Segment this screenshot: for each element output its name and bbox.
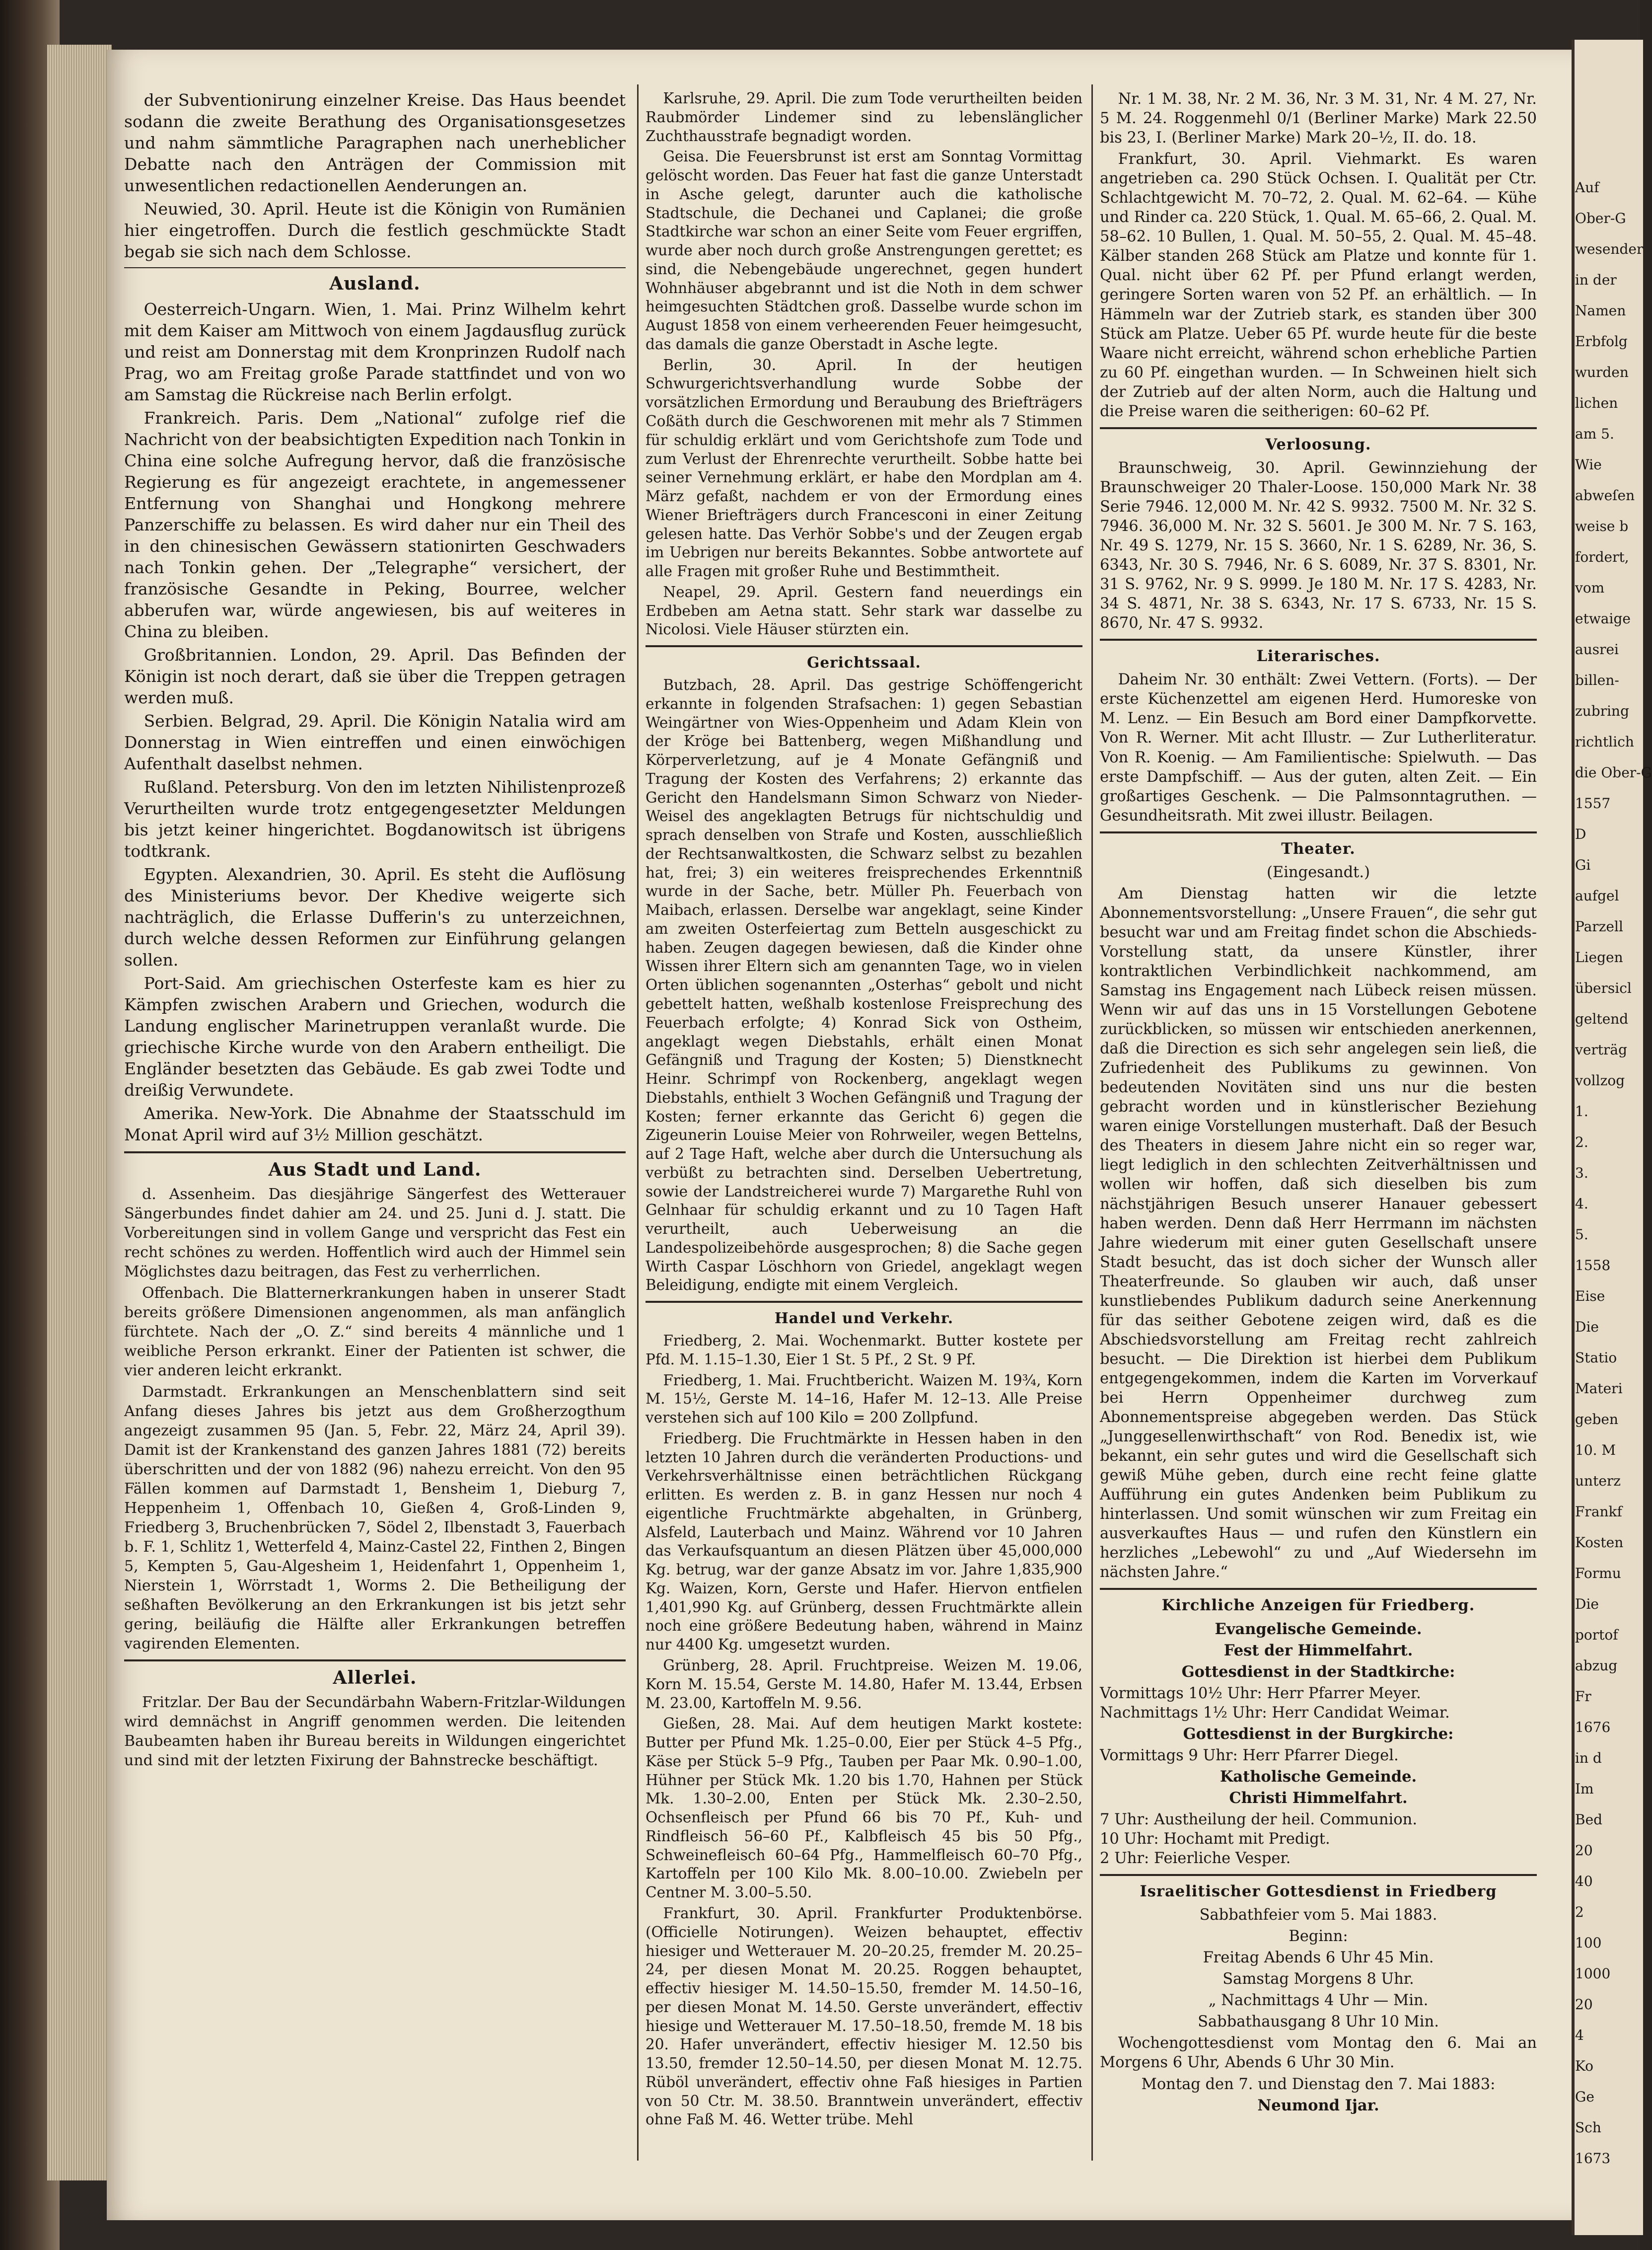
edge-fragment: 1676 xyxy=(1575,1719,1611,1735)
divider xyxy=(646,645,1082,647)
paragraph: Serbien. Belgrad, 29. April. Die Königin Natalia wird am Donnerstag in Wien eintreffen und einen einwöchigen Aufenthalt daselbst nehmen. xyxy=(124,711,626,773)
edge-fragment: in der xyxy=(1575,272,1617,288)
paragraph: Grünberg, 28. April. Fruchtpreise. Weizen M. 19.06, Korn M. 15.54, Gerste M. 14.80, Hafer M. 13.44, Erbsen M. 23.00, Kartoffeln M. 9.56. xyxy=(646,1657,1082,1712)
theater-subtitle: (Eingesandt.) xyxy=(1267,863,1370,881)
edge-fragment: vollzog xyxy=(1575,1072,1625,1089)
edge-fragment: 20 xyxy=(1575,1996,1593,2013)
service-line: Sabbathausgang 8 Uhr 10 Min. xyxy=(1198,2013,1439,2031)
edge-fragment: wurden xyxy=(1575,364,1629,380)
divider xyxy=(1100,639,1537,641)
edge-fragment: 2. xyxy=(1575,1134,1588,1150)
edge-fragment: 3. xyxy=(1575,1165,1588,1181)
edge-fragment: Kosten xyxy=(1575,1534,1624,1551)
paragraph: Friedberg, 2. Mai. Wochenmarkt. Butter kostete per Pfd. M. 1.15–1.30, Eier 1 St. 5 Pf., 2 St. 9 Pf. xyxy=(646,1332,1082,1368)
paragraph: d. Assenheim. Das diesjährige Sängerfest des Wetterauer Sängerbundes findet dahier am 24. und 25. Juni d. J. statt. Die Vorbereitungen sind in vollem Gange und verspricht das Fest ein recht schönes zu werden. Hoffentlich wird auch der Himmel sein Möglichstes dazu beitragen, das Fest zu verherrlichen. xyxy=(124,1186,626,1280)
edge-fragment: Statio xyxy=(1575,1350,1617,1366)
edge-fragment: in d xyxy=(1575,1750,1602,1766)
edge-fragment: Eise xyxy=(1575,1288,1605,1304)
edge-fragment: Ge xyxy=(1575,2089,1594,2105)
section-heading-ausland: Ausland. xyxy=(329,273,421,294)
column-divider xyxy=(637,84,639,2161)
edge-fragment: Im xyxy=(1575,1781,1594,1797)
section-heading-stadt-und-land: Aus Stadt und Land. xyxy=(268,1159,482,1180)
paragraph: Neapel, 29. April. Gestern fand neuerdings ein Erdbeben am Aetna statt. Sehr stark war dasselbe zu Nicolosi. Viele Häuser stürzten ein. xyxy=(646,583,1082,638)
section-heading-literarisches: Literarisches. xyxy=(1256,647,1380,666)
edge-fragment: Die xyxy=(1575,1319,1599,1335)
paragraph: Frankfurt, 30. April. Viehmarkt. Es waren angetrieben ca. 290 Stück Ochsen. I. Qualität per Ctr. Schlachtgewicht M. 70–72, 2. Qual. M. 62–64. — Kühe und Rinder ca. 220 Stück, 1. Qual. M. 65–66, 2. Qual. M. 58–62. 10 Bullen, 1. Qual. M. 50–55, 2. Qual. M. 45–48. Kälber standen 268 Stück am Platze und konnte für 1. Qual. nicht über 62 Pf. per Pfund erlangt werden, geringere Sorten waren von 52 Pf. an erhältlich. — In Hämmeln war der Zutrieb stark, es standen über 300 Stück am Platze. Ueber 65 Pf. wurde heute für die beste Waare nicht erreicht, während schon erhebliche Partien zu 60 Pf. eingethan wurden. — In Schweinen hielt sich der Zutrieb auf der alten Norm, auch die Haltung und die Preise waren die seitherigen: 60–62 Pf. xyxy=(1100,150,1537,420)
divider xyxy=(1100,1588,1537,1590)
edge-fragment: Frankf xyxy=(1575,1503,1622,1520)
section-heading-theater: Theater. xyxy=(1281,839,1356,858)
paragraph: Frankfurt, 30. April. Frankfurter Produktenbörse. (Officielle Notirungen). Weizen behauptet, effectiv hiesiger und Wetterauer M. 20–20.25, fremder M. 20.25–24, per diesen Monat M. 20.25. Roggen behauptet, effectiv hiesiger M. 14.50–15.50, fremder M. 14.50–16, per diesen Monat M. 14.50. Gerste unverändert, effectiv hiesige und Wetterauer M. 17.50–18.50, fremde M. 18 bis 20. Hafer unverändert, effectiv hiesiger M. 12.50 bis 13.50, fremder 12.50–14.50, per diesen Monat M. 12.75. Rüböl unverändert, effectiv ohne Faß hiesiges in Partien von 50 Ctr. M. 38.50. Branntwein unverändert, effectiv ohne Faß M. 46. Wetter trübe. Mehl xyxy=(646,1904,1082,2128)
service-line: 7 Uhr: Austheilung der heil. Communion. xyxy=(1100,1810,1418,1828)
column-2 xyxy=(646,89,1082,2131)
paragraph: Daheim Nr. 30 enthält: Zwei Vettern. (Forts). — Der erste Küchenzettel am eigenen Herd. Humoreske von M. Lenz. — Ein Besuch am Bord einer Dampfkorvette. Von R. Werner. Mit acht Illustr. — Zur Lutherliteratur. Von R. Koenig. — Am Familientische: Spielwuth. — Das erste Dampfschiff. — Aus der guten, alten Zeit. — Ein großartiges Geschenk. — Die Palmsonntagruthen. — Gesundheitsrath. Mit zwei illustr. Beilagen. xyxy=(1100,671,1537,825)
edge-fragment: wesender xyxy=(1575,241,1644,257)
edge-fragment: Bed xyxy=(1575,1811,1603,1828)
paragraph: Port-Said. Am griechischen Osterfeste kam es hier zu Kämpfen zwischen Arabern und Griechen, wodurch die Landung englischer Marinetruppen veranlaßt wurde. Die griechische Kirche wurde von den Arabern entheiligt. Die Engländer besetzten das Gebäude. Es gab zwei Todte und dreißig Verwundete. xyxy=(124,974,626,1100)
edge-fragment: 4. xyxy=(1575,1196,1588,1212)
paragraph: der Subventionirung einzelner Kreise. Das Haus beendet sodann die zweite Berathung des Organisationsgesetzes und nahm sämmtliche Paragraphen nach unerheblicher Debatte nach den Anträgen der Commission mit unwesentlichen redactionellen Aenderungen an. xyxy=(124,90,626,195)
paragraph: Großbritannien. London, 29. April. Das Befinden der Königin ist noch derart, daß sie über die Treppen getragen werden muß. xyxy=(124,645,626,707)
edge-fragment: abweſen xyxy=(1575,487,1635,504)
edge-fragment: weise b xyxy=(1575,518,1629,534)
edge-fragment: Fr xyxy=(1575,1688,1591,1705)
edge-fragment: vom xyxy=(1575,580,1605,596)
section-heading-verloosung: Verloosung. xyxy=(1265,435,1371,453)
divider xyxy=(124,267,626,268)
column-1 xyxy=(124,89,626,1772)
service-line: Freitag Abends 6 Uhr 45 Min. xyxy=(1203,1949,1434,1967)
edge-fragment: unterz xyxy=(1575,1473,1621,1489)
divider xyxy=(1100,831,1537,833)
divider xyxy=(124,1151,626,1153)
service-line: Nachmittags 1½ Uhr: Herr Candidat Weimar. xyxy=(1100,1704,1450,1722)
edge-fragment: Sch xyxy=(1575,2119,1601,2136)
section-heading-gerichtssaal: Gerichtssaal. xyxy=(807,654,921,672)
paragraph: Braunschweig, 30. April. Gewinnziehung der Braunschweiger 20 Thaler-Loose. 150,000 Mark Nr. 38 Serie 7946. 12,000 M. Nr. 42 S. 9932. 7500 M. Nr. 32 S. 7946. 36,000 M. Nr. 32 S. 5601. Je 300 M. Nr. 7 S. 163, Nr. 49 S. 1279, Nr. 15 S. 3660, Nr. 1 S. 6289, Nr. 36, S. 6343, Nr. 30 S. 7946, Nr. 6 S. 6089, Nr. 37 S. 8301, Nr. 31 S. 9762, Nr. 9 S. 9999. Je 180 M. Nr. 17 S. 4283, Nr. 34 S. 4871, Nr. 38 S. 6343, Nr. 17 S. 6733, Nr. 15 S. 8670, Nr. 47 S. 9932. xyxy=(1100,459,1537,632)
edge-fragment: verträg xyxy=(1575,1042,1628,1058)
page-stack-edge xyxy=(47,45,112,2180)
edge-fragment: Namen xyxy=(1575,302,1626,319)
edge-fragment: Ober-G xyxy=(1575,210,1626,226)
church-heading: Gottesdienst in der Stadtkirche: xyxy=(1181,1662,1455,1681)
paragraph: Friedberg. Die Fruchtmärkte in Hessen haben in den letzten 10 Jahren durch die veränderten Productions- und Verkehrsverhältnisse einen beträchtlichen Rückgang erlitten. Es werden z. B. in ganz Hessen nur noch 4 eigentliche Fruchtmärkte abgehalten, in Grünberg, Alsfeld, Lauterbach und Mainz. Während vor 10 Jahren das Verkaufsquantum an diesen Plätzen über 45,000,000 Kg. betrug, war der ganze Absatz im vor. Jahre 1,835,900 Kg. Waizen, Korn, Gerste und Hafer. Hiervon entfielen 1,401,990 Kg. auf Grünberg, dessen Fruchtmärkte allein noch eine größere Bedeutung haben, während in Mainz nur 4400 Kg. umgesetzt wurden. xyxy=(646,1429,1082,1653)
edge-fragment: 1673 xyxy=(1575,2150,1611,2167)
service-line: Montag den 7. und Dienstag den 7. Mai 1883: xyxy=(1141,2075,1496,2093)
edge-fragment: 20 xyxy=(1575,1842,1593,1859)
edge-fragment: übersicl xyxy=(1575,980,1632,996)
section-heading-allerlei: Allerlei. xyxy=(333,1667,417,1688)
paragraph: Oesterreich-Ungarn. Wien, 1. Mai. Prinz Wilhelm kehrt mit dem Kaiser am Mittwoch von einem Jagdausflug zurück und reist am Donnerstag mit dem Kronprinzen Rudolf nach Prag, wo am Freitag große Parade stattfindet und von wo am Samstag die Rückreise nach Berlin erfolgt. xyxy=(124,300,626,404)
edge-fragment: geben xyxy=(1575,1411,1619,1427)
paragraph: Neuwied, 30. April. Heute ist die Königin von Rumänien hier eingetroffen. Durch die festlich geschmückte Stadt begab sie sich nach dem Schlosse. xyxy=(124,199,626,261)
service-line: 10 Uhr: Hochamt mit Predigt. xyxy=(1100,1830,1330,1848)
paragraph: Fritzlar. Der Bau der Secundärbahn Wabern-Fritzlar-Wildungen wird demnächst in Angriff genommen werden. Die leitenden Baubeamten haben ihr Bureau bereits in Wildungen eingerichtet und sind mit der letzten Fixirung der Bahnstrecke beschäftigt. xyxy=(124,1694,626,1769)
service-line: Sabbathfeier vom 5. Mai 1883. xyxy=(1199,1906,1437,1924)
church-notices-title: Kirchliche Anzeigen für Friedberg. xyxy=(1161,1596,1475,1615)
edge-fragment: Auf xyxy=(1575,179,1599,196)
church-heading: Katholische Gemeinde. xyxy=(1220,1767,1417,1786)
edge-fragment: D xyxy=(1575,826,1586,842)
paragraph: Geisa. Die Feuersbrunst ist erst am Sonntag Vormittag gelöscht worden. Das Feuer hat fast die ganze Unterstadt in Asche gelegt, darunter auch die katholische Stadtschule, die Dechanei und Caplanei; die große Stadtkirche war schon an einer Seite vom Feuer ergriffen, wurde aber noch durch große Anstrengungen gerettet; es sind, die Nebengebäude ungerechnet, gegen hundert Wohnhäuser abgebrannt und ist die Noth in dem schwer heimgesuchten Städtchen groß. Dasselbe wurde schon im August 1858 von einem verheerenden Feuer heimgesucht, das damals die ganze Oberstadt in Asche legte. xyxy=(646,148,1082,353)
service-line: Vormittags 9 Uhr: Herr Pfarrer Diegel. xyxy=(1100,1746,1399,1764)
edge-fragment: 5. xyxy=(1575,1226,1588,1243)
paragraph: Gießen, 28. Mai. Auf dem heutigen Markt kostete: Butter per Pfund Mk. 1.25–0.00, Eier per Stück 4–5 Pfg., Käse per Stück 5–9 Pfg., Tauben per Paar Mk. 0.90–1.00, Hühner per Stück Mk. 1.20 bis 1.70, Hahnen per Stück Mk. 1.30–2.00, Enten per Stück Mk. 2.30–2.50, Ochsenfleisch per Pfund 66 bis 70 Pf., Kuh- und Rindfleisch 56–60 Pf., Kalbfleisch 45 bis 50 Pfg., Schweinefleisch 60–64 Pfg., Hammelfleisch 60–70 Pfg., Kartoffeln per 100 Kilo Mk. 8.00–10.00. Zwiebeln per Centner M. 3.00–5.50. xyxy=(646,1715,1082,1901)
edge-fragment: ausrei xyxy=(1575,641,1619,658)
edge-fragment: Die xyxy=(1575,1596,1599,1612)
paragraph: Karlsruhe, 29. April. Die zum Tode verurtheilten beiden Raubmörder Lindemer sind zu lebenslänglicher Zuchthausstrafe begnadigt worden. xyxy=(646,90,1082,145)
edge-fragment: 40 xyxy=(1575,1873,1593,1889)
edge-fragment: Formu xyxy=(1575,1565,1621,1581)
edge-fragment: zubring xyxy=(1575,703,1630,719)
edge-fragment: 10. M xyxy=(1575,1442,1616,1458)
service-line: Beginn: xyxy=(1289,1928,1348,1946)
church-heading: Fest der Himmelfahrt. xyxy=(1223,1641,1413,1659)
edge-fragment: aufgel xyxy=(1575,888,1619,904)
edge-fragment: Erbfolg xyxy=(1575,333,1628,350)
church-heading: Christi Himmelfahrt. xyxy=(1229,1789,1408,1807)
edge-fragment: 100 xyxy=(1575,1935,1602,1951)
divider xyxy=(1100,427,1537,429)
section-heading-handel: Handel und Verkehr. xyxy=(774,1309,954,1327)
paragraph: Rußland. Petersburg. Von den im letzten Nihilistenprozeß Verurtheilten wurde trotz entgegengesetzter Meldungen bis jetzt keiner hingerichtet. Bogdanowitsch ist übrigens todtkrank. xyxy=(124,777,626,861)
divider xyxy=(124,1659,626,1661)
edge-fragment: 4 xyxy=(1575,2027,1584,2043)
edge-fragment: Ko xyxy=(1575,2058,1594,2074)
paragraph: Offenbach. Die Blatternerkrankungen haben in unserer Stadt bereits größere Dimensionen angenommen, als man anfänglich fürchtete. Nach der „O. Z.“ sind bereits 4 männliche und 1 weibliche Person erkrankt. Einer der Patienten ist schwer, die vier anderen leicht erkrankt. xyxy=(124,1284,626,1379)
paragraph: Am Dienstag hatten wir die letzte Abonnementsvorstellung: „Unsere Frauen“, die sehr gut besucht war und am Freitag findet schon die Abschieds-Vorstellung statt, da unsere Künstler, ihrer kontraktlichen Verbindlichkeit nachkommend, am Samstag ins Engagement nach Lübeck reisen müssen. Wenn wir auf das uns in 15 Vorstellungen Gebotene zurückblicken, so müssen wir entschieden anerkennen, daß die Direction es sich sehr angelegen sein ließ, die Zufriedenheit des Publikums zu gewinnen. Von bedeutenden Novitäten sind uns nur die besten gebracht worden und in künstlerischer Beziehung waren einige Vorstellungen musterhaft. Daß der Besuch des Theaters in diesem Jahre nicht ein so reger war, liegt lediglich in den schlechten Zeitverhältnissen und wollen wir hoffen, daß sich dieselben bis zum nächstjährigen Besuch unserer Hanauer gebessert haben werden. Denn daß Herr Herrmann im nächsten Jahre wiederum mit einer guten Gesellschaft unsere Stadt besucht, das ist doch sicher der Wunsch aller Theaterfreunde. So glauben wir auch, daß unser kunstliebendes Publikum dadurch seine Anerkennung für das seither Gebotene zeigen wird, daß es die Abschiedsvorstellung am Freitag recht zahlreich besucht. — Die Direktion ist hierbei dem Publikum entgegengekommen, indem die Karten im Vorverkauf bei Herrn Oppenheimer durchweg zum Abonnementspreise abgegeben werden. Das Stück „Junggesellenwirthschaft“ von Rod. Benedix ist, wie bekannt, ein sehr gutes und wird die Gesellschaft sich gewiß Mühe geben, durch eine recht feine glatte Aufführung ein gutes Andenken beim Publikum zu hinterlassen. Und somit wünschen wir zum Freitag ein ausverkauftes Haus — und rufen den Künstlern ein herzliches „Lebewohl“ zu und „Auf Wiedersehn im nächsten Jahre.“ xyxy=(1100,885,1537,1581)
edge-fragment: lichen xyxy=(1575,395,1618,411)
edge-fragment: geltend xyxy=(1575,1011,1629,1027)
edge-fragment: Gi xyxy=(1575,857,1591,873)
divider xyxy=(1100,1874,1537,1876)
paragraph: Amerika. New-York. Die Abnahme der Staatsschuld im Monat April wird auf 3½ Million geschätzt. xyxy=(124,1104,626,1144)
edge-fragment: 2 xyxy=(1575,1904,1584,1920)
service-line: Wochengottesdienst vom Montag den 6. Mai an Morgens 6 Uhr, Abends 6 Uhr 30 Min. xyxy=(1100,2034,1537,2072)
paragraph: Butzbach, 28. April. Das gestrige Schöffengericht erkannte in folgenden Strafsachen: 1) gegen Sebastian Weingärtner von Wies-Oppenheim und Adam Klein von der Kröge bei Battenberg, wegen Mißhandlung und Körperverletzung, auf je 4 Monate Gefängniß und Tragung der Kosten des Verfahrens; 2) erkannte das Gericht den Handelsmann Simon Schwarz von Nieder-Weisel des angeklagten Betrugs für nichtschuldig und sprach denselben von Strafe und Kosten, ausschließlich der Rechtsanwaltkosten, die Schwarz selbst zu bezahlen hat, frei; 3) ein weiteres freisprechendes Erkenntniß wurde in der Sache, betr. Müller Ph. Feuerbach von Maibach, erlassen. Derselbe war angeklagt, seine Kinder am zweiten Osterfeiertag zum Betteln ausgeschickt zu haben. Zeugen dagegen bewiesen, daß die Kinder ohne Wissen ihrer Eltern sich am genannten Tage, wo in vielen Orten üblichen sogenannten „Osterhas“ gebolt und nicht gebettelt hatten, weßhalb kostenlose Freisprechung des Feuerbach erfolgte; 4) Konrad Sick von Ostheim, angeklagt wegen Diebstahls, erhält einen Monat Gefängniß und Tragung der Kosten; 5) Dienstknecht Heinr. Schrimpf von Rockenberg, angeklagt wegen Diebstahls, enthielt 3 Wochen Gefängniß und Tragung der Kosten; ferner erkannte das Gericht 6) gegen die Zigeunerin Louise Meier von Rohrweiler, wegen Bettelns, auf 2 Tage Haft, welche aber durch die Untersuchung als verbüßt zu betrachten sind. Derselben Uebertretung, sowie der Landstreicherei wurde 7) Margarethe Ruhl von Gelnhaar für schuldig erkannt und zu 10 Tagen Haft verurtheilt, auch Ueberweisung an die Landespolizeibehörde ausgesprochen; 8) die Sache gegen Wirth Caspar Löschhorn von Griedel, angeklagt wegen Beleidigung, endigte mit einem Vergleich. xyxy=(646,676,1082,1294)
paragraph: Egypten. Alexandrien, 30. April. Es steht die Auflösung des Ministeriums bevor. Der Khedive weigerte sich nachträglich, die Erlasse Dufferin's zu unterzeichnen, durch welche dessen Reformen zur Einführung gelangen sollen. xyxy=(124,865,626,970)
edge-fragment: 1000 xyxy=(1575,1965,1611,1982)
edge-fragment: fordert, xyxy=(1575,549,1629,565)
edge-fragment: Wie xyxy=(1575,456,1602,473)
edge-fragment: die Ober-G xyxy=(1575,764,1652,781)
paragraph: Frankreich. Paris. Dem „National“ zufolge rief die Nachricht von der beabsichtigten Expedition nach Tonkin in China eine solche Aufregung hervor, daß die französische Regierung es für angezeigt erachtete, in angemessener Entfernung von Shanghai und Hongkong mehrere Panzerschiffe zu belassen. Es wird daher nur ein Theil des in den chinesischen Gewässern stationirten Geschwaders nach Tonkin gehen. Der „Telegraphe“ versichert, der französische Gesandte in Peking, Bourree, welcher abberufen war, würde angewiesen, bis auf weiteres in China zu bleiben. xyxy=(124,408,626,641)
edge-fragment: 1. xyxy=(1575,1103,1588,1120)
column-3 xyxy=(1100,89,1537,2117)
edge-fragment: abzug xyxy=(1575,1657,1618,1674)
service-line: Vormittags 10½ Uhr: Herr Pfarrer Meyer. xyxy=(1100,1684,1421,1702)
divider xyxy=(646,1301,1082,1303)
service-line: Samstag Morgens 8 Uhr. xyxy=(1222,1970,1414,1988)
church-heading: Evangelische Gemeinde. xyxy=(1215,1620,1422,1638)
paragraph: Nr. 1 M. 38, Nr. 2 M. 36, Nr. 3 M. 31, Nr. 4 M. 27, Nr. 5 M. 24. Roggenmehl 0/1 (Berliner Marke) Mark 22.50 bis 23, I. (Berliner Marke) Mark 20–½, II. do. 18. xyxy=(1100,90,1537,147)
edge-fragment: Liegen xyxy=(1575,949,1623,966)
edge-fragment: Materi xyxy=(1575,1380,1623,1397)
edge-fragment: 1558 xyxy=(1575,1257,1611,1274)
column-divider xyxy=(1091,84,1093,2161)
edge-fragment: billen- xyxy=(1575,672,1619,688)
service-line: 2 Uhr: Feierliche Vesper. xyxy=(1100,1850,1291,1868)
church-heading: Gottesdienst in der Burgkirche: xyxy=(1183,1725,1454,1743)
service-line: „ Nachmittags 4 Uhr — Min. xyxy=(1208,1992,1429,2010)
edge-fragment: richtlich xyxy=(1575,734,1634,750)
edge-fragment: etwaige xyxy=(1575,610,1631,627)
paragraph: Darmstadt. Erkrankungen an Menschenblattern sind seit Anfang dieses Jahres bis jetzt aus dem Großherzogthum angezeigt zusammen 95 (Jan. 5, Febr. 22, März 24, April 39). Damit ist der Krankenstand des ganzen Jahres 1881 (72) bereits überschritten und der von 1882 (96) nahezu erreicht. Von den 95 Fällen kommen auf Darmstadt 1, Bensheim 1, Dieburg 7, Heppenheim 1, Offenbach 10, Gießen 4, Groß-Linden 9, Friedberg 3, Bruchenbrücken 7, Södel 2, Ilbenstadt 3, Fauerbach b. F. 1, Schlitz 1, Wetterfeld 4, Mainz-Castel 22, Finthen 2, Bingen 5, Kempten 5, Gau-Algesheim 1, Heidenfahrt 1, Oppenheim 1, Nierstein 1, Wörrstadt 1, Worms 2. Die Betheiligung der seßhaften Bevölkerung an den Erkrankungen ist bis jetzt sehr gering, beiläufig die Hälfte aller Erkrankungen betreffen vagirenden Elementen. xyxy=(124,1383,626,1652)
service-line: Neumond Ijar. xyxy=(1257,2096,1379,2114)
edge-fragment: am 5. xyxy=(1575,426,1614,442)
edge-fragment: portof xyxy=(1575,1627,1618,1643)
paragraph: Friedberg, 1. Mai. Fruchtbericht. Waizen M. 19¾, Korn M. 15½, Gerste M. 14–16, Hafer M. 12–13. Alle Preise verstehen sich auf 100 Kilo = 200 Zollpfund. xyxy=(646,1371,1082,1426)
israelite-service-title: Israelitischer Gottesdienst in Friedberg xyxy=(1140,1882,1497,1901)
edge-fragment: Parzell xyxy=(1575,918,1623,935)
paragraph: Berlin, 30. April. In der heutigen Schwurgerichtsverhandlung wurde Sobbe der vorsätzlichen Ermordung und Beraubung des Briefträgers Coßäth durch die Geschworenen mit mehr als 7 Stimmen für schuldig erklärt und vom Gerichtshofe zum Tode und zum Verlust der Ehrenrechte verurtheilt. Sobbe hatte bei seiner Vernehmung erklärt, er habe den Mordplan am 4. März gefaßt, nachdem er von der Ermordung eines Wiener Briefträgers durch Francesconi in einer Zeitung gelesen hatte. Das Verhör Sobbe's und der Zeugen ergab im Uebrigen nur bereits Bekanntes. Sobbe antwortete auf alle Fragen mit großer Ruhe und Bestimmtheit. xyxy=(646,356,1082,580)
edge-fragment: 1557 xyxy=(1575,795,1611,812)
